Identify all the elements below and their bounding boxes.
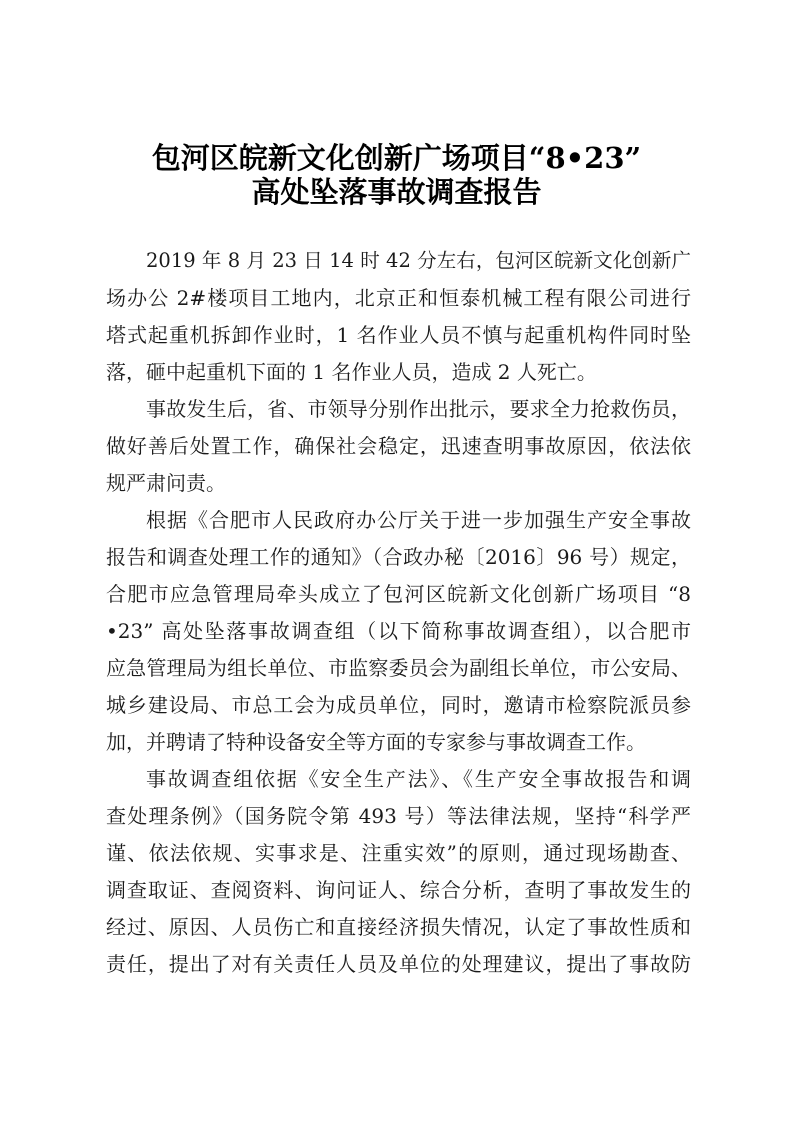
paragraph-3-line-7: 加，并聘请了特种设备安全等方面的专家参与事故调查工作。 bbox=[106, 730, 646, 754]
paragraph-1-line-2: 场办公 2#楼项目工地内，北京正和恒泰机械工程有限公司进行 bbox=[106, 286, 691, 310]
paragraph-3-line-6: 城乡建设局、市总工会为成员单位，同时，邀请市检察院派员参 bbox=[106, 693, 691, 717]
paragraph-3-line-2: 报告和调查处理工作的通知》（合政办秘〔2016〕96 号）规定， bbox=[106, 545, 691, 569]
paragraph-4-line-4: 调查取证、查阅资料、询问证人、综合分析，查明了事故发生的 bbox=[106, 878, 691, 902]
paragraph-3-line-1: 根据《合肥市人民政府办公厅关于进一步加强生产安全事故 bbox=[146, 508, 691, 532]
paragraph-4-line-1: 事故调查组依据《安全生产法》、《生产安全事故报告和调 bbox=[146, 767, 691, 791]
paragraph-4-line-6: 责任，提出了对有关责任人员及单位的处理建议，提出了事故防 bbox=[106, 952, 691, 976]
paragraph-4-line-5: 经过、原因、人员伤亡和直接经济损失情况，认定了事故性质和 bbox=[106, 915, 691, 939]
paragraph-1-line-1: 2019 年 8 月 23 日 14 时 42 分左右，包河区皖新文化创新广 bbox=[146, 249, 691, 272]
paragraph-2-line-3: 规严肃问责。 bbox=[106, 471, 226, 495]
report-title-line-1: 包河区皖新文化创新广场项目“8•23” bbox=[151, 141, 642, 175]
paragraph-1-line-4: 落，砸中起重机下面的 1 名作业人员，造成 2 人死亡。 bbox=[106, 360, 597, 384]
paragraph-1-line-3: 塔式起重机拆卸作业时，1 名作业人员不慎与起重机构件同时坠 bbox=[106, 323, 691, 347]
paragraph-3-line-5: 应急管理局为组长单位、市监察委员会为副组长单位，市公安局、 bbox=[106, 656, 691, 680]
report-title-line-2: 高处坠落事故调查报告 bbox=[251, 175, 542, 209]
paragraph-2-line-2: 做好善后处置工作，确保社会稳定，迅速查明事故原因，依法依 bbox=[106, 434, 691, 458]
paragraph-3-line-3: 合肥市应急管理局牵头成立了包河区皖新文化创新广场项目 “8 bbox=[106, 582, 691, 606]
paragraph-2-line-1: 事故发生后，省、市领导分别作出批示，要求全力抢救伤员， bbox=[146, 397, 691, 421]
paragraph-4-line-3: 谨、依法依规、实事求是、注重实效”的原则，通过现场勘查、 bbox=[106, 841, 691, 865]
paragraph-3-line-4: •23” 高处坠落事故调查组（以下简称事故调查组），以合肥市 bbox=[106, 619, 691, 643]
paragraph-4-line-2: 查处理条例》（国务院令第 493 号）等法律法规，坚持“科学严 bbox=[106, 804, 691, 828]
